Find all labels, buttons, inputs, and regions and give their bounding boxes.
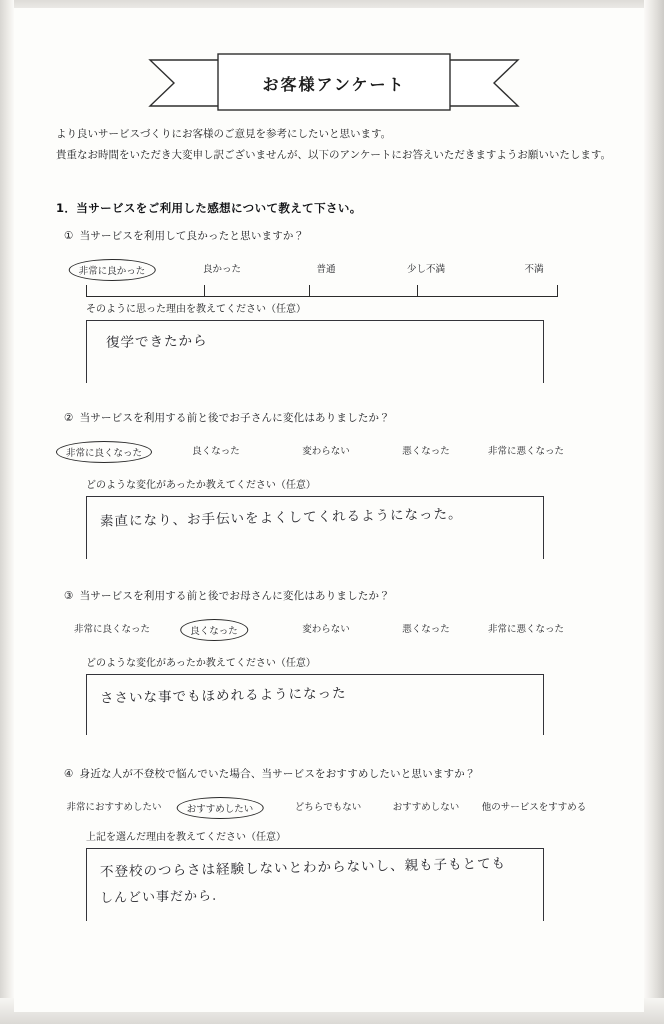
- q1-option-4[interactable]: 不満: [524, 264, 544, 275]
- question-3-scale: [64, 613, 604, 659]
- q2-option-2[interactable]: 変わらない: [302, 446, 350, 457]
- q3-handwritten-answer-line-1: ささいな事でもほめれるようになった: [99, 685, 347, 707]
- question-3-text: 当サービスを利用する前と後でお母さんに変化はありましたか？: [79, 590, 390, 602]
- question-block-4: [64, 766, 604, 907]
- question-3-heading: [64, 588, 604, 603]
- q3-option-4[interactable]: 非常に悪くなった: [487, 624, 565, 635]
- q2-option-0[interactable]: 非常に良くなった: [56, 441, 152, 463]
- question-4-heading: [64, 766, 604, 781]
- question-block-2: [64, 410, 604, 530]
- q4-option-1[interactable]: おすすめしたい: [177, 797, 264, 819]
- q2-handwritten-answer-line-1: 素直になり、お手伝いをよくしてくれるようになった。: [99, 506, 463, 530]
- question-1-number: ①: [64, 230, 74, 242]
- intro-text: [56, 124, 612, 166]
- question-1-heading: [64, 228, 604, 243]
- section-title: 1．当サービスをご利用した感想について教えて下さい。: [56, 201, 362, 215]
- question-2-heading: [64, 410, 604, 425]
- q1-handwritten-answer-line-1: 復学できたから: [105, 332, 208, 352]
- q1-option-1[interactable]: 良かった: [202, 264, 242, 275]
- q4-option-3[interactable]: おすすめしない: [392, 802, 460, 813]
- question-3-number: ③: [64, 590, 74, 602]
- q4-followup-label: 上記を選んだ理由を教えてください（任意）: [86, 832, 286, 843]
- q2-option-1[interactable]: 良くなった: [192, 446, 240, 457]
- intro-line-2: 貴重なお時間をいただき大変申し訳ございませんが、以下のアンケートにお答えいただきますようお願いいたします。: [56, 149, 612, 161]
- question-2-scale: [64, 435, 604, 481]
- q2-followup-label: どのような変化があったか教えてください（任意）: [86, 480, 316, 491]
- scan-edge-left: [0, 0, 14, 1024]
- question-block-1: [64, 228, 604, 352]
- question-4-text: 身近な人が不登校で悩んでいた場合、当サービスをおすすめしたいと思いますか？: [79, 768, 476, 780]
- q3-option-3[interactable]: 悪くなった: [402, 624, 450, 635]
- question-1-scale: [64, 253, 604, 299]
- q2-option-3[interactable]: 悪くなった: [402, 446, 450, 457]
- q1-followup-label: そのように思った理由を教えてください（任意）: [86, 304, 306, 315]
- q4-handwritten-answer-line-1: 不登校のつらさは経験しないとわからないし、親も子もとても: [99, 855, 507, 881]
- question-1-text: 当サービスを利用して良かったと思いますか？: [79, 230, 305, 242]
- question-4-number: ④: [64, 768, 74, 780]
- q2-option-4[interactable]: 非常に悪くなった: [487, 446, 565, 457]
- q4-option-4[interactable]: 他のサービスをすすめる: [481, 802, 587, 813]
- q4-option-2[interactable]: どちらでもない: [294, 802, 362, 813]
- q3-followup-label: どのような変化があったか教えてください（任意）: [86, 658, 316, 669]
- question-2-text: 当サービスを利用する前と後でお子さんに変化はありましたか？: [79, 412, 390, 424]
- q1-scale-axis: [86, 285, 558, 297]
- q1-option-3[interactable]: 少し不満: [406, 264, 446, 275]
- intro-line-1: より良いサービスづくりにお客様のご意見を参考にしたいと思います。: [56, 128, 392, 140]
- page-title: お客様アンケート: [262, 74, 406, 94]
- q1-option-0[interactable]: 非常に良かった: [69, 259, 156, 281]
- scan-edge-right: [644, 0, 664, 1024]
- q3-option-1[interactable]: 良くなった: [180, 619, 248, 641]
- q1-option-2[interactable]: 普通: [316, 264, 336, 275]
- question-block-3: [64, 588, 604, 707]
- q4-option-0[interactable]: 非常におすすめしたい: [66, 802, 162, 813]
- title-ribbon-banner: [148, 52, 520, 114]
- q3-option-0[interactable]: 非常に良くなった: [73, 624, 151, 635]
- q4-handwritten-answer-line-2: しんどい事だから.: [99, 888, 218, 907]
- q3-option-2[interactable]: 変わらない: [302, 624, 350, 635]
- question-2-number: ②: [64, 412, 74, 424]
